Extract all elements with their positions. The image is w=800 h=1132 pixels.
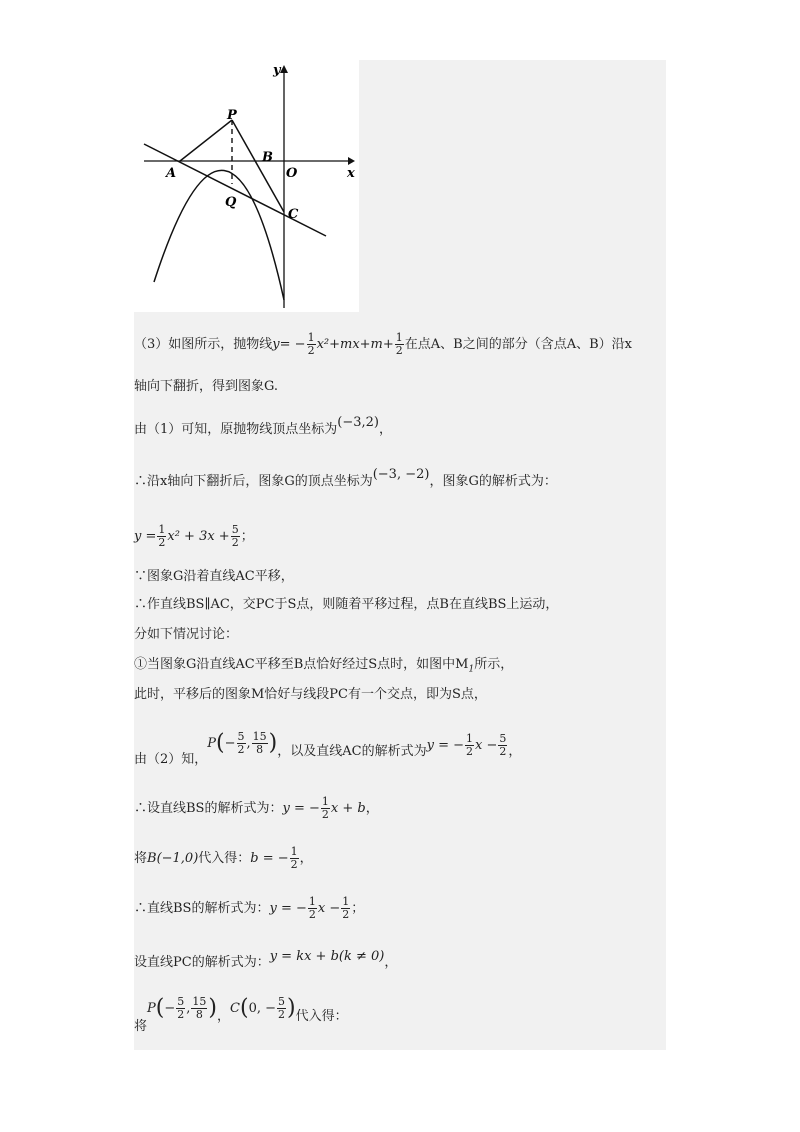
numerator: 5: [177, 995, 185, 1008]
text-line-7: ∴作直线BS∥AC，交PC于S点，则随着平移过程，点B在直线BS上运动，: [134, 597, 559, 612]
text: （3）如图所示，抛物线: [134, 337, 273, 352]
fraction: [157, 524, 166, 549]
vertex-coordinate: (−3, −2): [372, 467, 430, 482]
math: = −: [279, 337, 306, 352]
label-c: C: [288, 207, 299, 222]
numerator: 5: [499, 732, 507, 745]
x-axis-arrow: [348, 157, 355, 165]
math: P: [207, 736, 217, 751]
numerator: 1: [307, 331, 315, 344]
math: y = kx + b(k ≠ 0): [269, 949, 385, 964]
math: y =: [134, 529, 157, 544]
math: x² + 3x +: [167, 529, 230, 544]
denominator: 2: [231, 536, 239, 549]
numerator: 1: [395, 331, 403, 344]
text: 将: [134, 851, 148, 866]
math: x²+mx+m+: [316, 337, 394, 352]
label-y: y: [273, 63, 281, 78]
numerator: 5: [231, 523, 239, 536]
fraction: [395, 332, 404, 357]
text: ，: [508, 744, 522, 759]
text-line-11: [134, 722, 521, 766]
denominator: 2: [177, 1008, 185, 1021]
text-line-16: [134, 986, 348, 1032]
denominator: 2: [308, 908, 316, 921]
text: ，: [217, 1009, 231, 1024]
text: 将: [134, 1019, 148, 1034]
denominator: 2: [237, 743, 245, 756]
paren: (: [216, 730, 225, 756]
denominator: 8: [256, 743, 264, 756]
point-p-expression: P(− $\frac{5}{2}$ , $\frac{15}{8}$ ): [147, 995, 217, 1021]
math: x −: [475, 738, 498, 753]
subscript: 1: [468, 664, 475, 675]
text: ，图象G的解析式为：: [429, 474, 557, 489]
point-p-expression: P(− $\frac{5}{2}$ , $\frac{15}{8}$ ): [207, 730, 278, 756]
text-line-6: ∵图象G沿着直线AC平移，: [134, 569, 294, 584]
line-ac-expression: [426, 732, 509, 758]
document-page: [134, 60, 666, 1050]
label-p: P: [227, 108, 237, 123]
paren: ): [208, 995, 217, 1021]
denominator: 2: [321, 808, 329, 821]
text-line-15: [134, 948, 397, 972]
numerator: 1: [290, 845, 298, 858]
math: y = −: [426, 738, 465, 753]
numerator: 5: [237, 730, 245, 743]
line-ac: [144, 144, 326, 236]
text: ①当图象G沿直线AC平移至B点恰好经过S点时，如图中M: [134, 657, 469, 672]
text-line-14: [134, 896, 364, 921]
denominator: 2: [158, 536, 166, 549]
text: ，: [365, 801, 379, 816]
denominator: 2: [499, 745, 507, 758]
fraction: [252, 731, 268, 756]
text: ∴直线BS的解析式为：: [134, 901, 270, 916]
text-line-2: 轴向下翻折，得到图象G.: [134, 379, 279, 394]
text-line-8: 分如下情况讨论：: [134, 627, 239, 642]
text-line-5: [134, 524, 254, 549]
text-line-1: [134, 332, 632, 357]
math: 0, −: [248, 1001, 276, 1016]
fraction: [231, 524, 240, 549]
numerator: 1: [321, 795, 329, 808]
label-q: Q: [225, 195, 237, 210]
denominator: 2: [466, 745, 474, 758]
parabola-figure: [134, 60, 359, 312]
fraction: [465, 733, 474, 758]
paren: (: [155, 995, 165, 1021]
math: y = −: [282, 801, 320, 816]
text-line-9: [134, 656, 513, 679]
fraction: [321, 796, 330, 821]
fraction: [307, 332, 316, 357]
denominator: 2: [278, 1008, 285, 1021]
fraction: [176, 996, 185, 1021]
fraction: [277, 996, 286, 1021]
math: C: [230, 1001, 240, 1016]
text-line-4: [134, 466, 557, 491]
label-o: O: [286, 166, 298, 181]
numerator: 15: [252, 730, 267, 743]
parabola-curve: [154, 170, 284, 300]
point-c-expression: [230, 995, 296, 1021]
y-axis-arrow: [280, 65, 288, 73]
paren: (: [239, 995, 249, 1021]
text-line-10: 此时，平移后的图象M恰好与线段PC有一个交点，即为S点，: [134, 687, 487, 702]
vertex-coordinate: (−3,2): [337, 415, 379, 430]
text: 在点A、B之间的部分（含点A、B）沿x: [404, 337, 632, 352]
math: B(−1,0): [147, 851, 199, 866]
denominator: 8: [195, 1008, 203, 1021]
text-line-13: [134, 846, 313, 871]
numerator: 1: [342, 895, 350, 908]
paren: ): [268, 730, 278, 756]
math: y = −: [269, 901, 307, 916]
text: ；: [351, 901, 365, 916]
text: ，以及直线AC的解析式为: [277, 744, 427, 759]
label-x: x: [347, 166, 355, 181]
denominator: 2: [342, 908, 350, 921]
fraction: [498, 733, 507, 758]
label-b: B: [262, 150, 273, 165]
text: ∴沿x轴向下翻折后，图象G的顶点坐标为: [134, 474, 373, 489]
text: ，: [379, 422, 393, 437]
math: b = −: [250, 851, 289, 866]
text: ∴设直线BS的解析式为：: [134, 801, 283, 816]
math: P: [147, 1001, 156, 1016]
denominator: 2: [290, 858, 298, 871]
numerator: 1: [466, 732, 474, 745]
fraction: [341, 896, 350, 921]
text-line-12: [134, 796, 379, 821]
fraction: [191, 996, 207, 1021]
text: ；: [240, 529, 254, 544]
figure-svg: [134, 60, 359, 312]
math: y: [272, 337, 280, 352]
segment-pc: [232, 120, 284, 212]
text: 所示，: [474, 657, 514, 672]
denominator: 2: [307, 344, 315, 357]
text: 设直线PC的解析式为：: [134, 955, 270, 970]
paren: ): [287, 995, 296, 1021]
fraction: [290, 846, 299, 871]
fraction: [308, 896, 317, 921]
text: ，: [299, 851, 313, 866]
math: x −: [317, 901, 341, 916]
denominator: 2: [395, 344, 403, 357]
numerator: 5: [278, 995, 285, 1008]
text: 由（1）可知，原抛物线顶点坐标为: [134, 422, 338, 437]
text: 代入得：: [295, 1009, 348, 1024]
numerator: 15: [192, 995, 207, 1008]
fraction: [237, 731, 246, 756]
text: 由（2）知，: [134, 752, 208, 767]
numerator: 1: [308, 895, 316, 908]
math: x + b: [330, 801, 366, 816]
text: 代入得：: [198, 851, 251, 866]
segment-pa: [180, 120, 232, 161]
text-line-3: [134, 414, 392, 439]
label-a: A: [166, 166, 177, 181]
text: ，: [384, 955, 398, 970]
numerator: 1: [158, 523, 166, 536]
